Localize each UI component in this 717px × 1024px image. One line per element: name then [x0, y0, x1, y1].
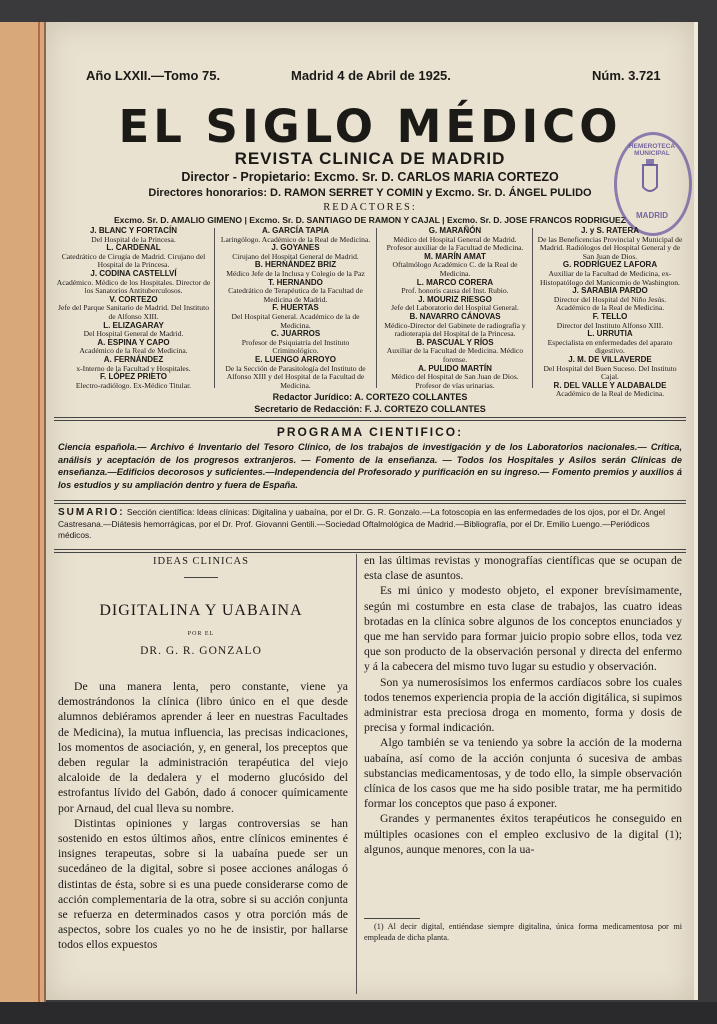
editor-description: Prof. honoris causa del Inst. Rubio.	[401, 286, 509, 296]
sumario-label: SUMARIO:	[58, 507, 125, 518]
masthead-subtitle: REVISTA CLINICA DE MADRID	[234, 149, 506, 168]
editor-description: Académico de la Real de Medicina.	[555, 389, 665, 399]
section-heading: IDEAS CLINICAS	[153, 556, 249, 567]
issue-number: Núm. 3.721	[592, 68, 661, 83]
editor-description: Médico-Director del Gabinete de radiografía y radioterapia del Hospital de la Princesa.	[384, 320, 526, 339]
article-title: DIGITALINA Y UABAINA	[99, 602, 303, 619]
editor-name: A. FERNÁNDEZ	[103, 354, 164, 364]
library-stamp	[614, 132, 692, 236]
legal-editor: Redactor Jurídico: A. CORTEZO COLLANTES	[272, 392, 468, 402]
editor-name: T. HERNANDO	[268, 277, 323, 287]
editor-name: L. URRUTIA	[587, 329, 633, 339]
editor-name: J. GOYANES	[271, 243, 320, 253]
issue-date: Madrid 4 de Abril de 1925.	[291, 68, 451, 83]
scan-background	[0, 1002, 717, 1024]
programa-text: Ciencia española.— Archivo é Inventario del Tesoro Clínico, de los trabajos de investigación y de los Laboratorios nacionales.— Crítica, análisis y aceptación de los progresos extranjeros. — Fomento de la enseñanza. — Todos los Hospitales y Asilos serán Clínicas de enseñanza.—Edificios decorosos y suficientes.—Independencia del Profesorado y purificación en su ingreso.— Fomento premios y auxilios á los estudios y su ampliación dentro y fuera de España.	[58, 442, 682, 490]
issue-year: Año LXXII.—Tomo 75.	[86, 68, 221, 83]
editor-description: Especialista en enfermedades del aparato digestivo.	[547, 337, 673, 356]
editor-name: E. LUENGO ARROYO	[254, 354, 337, 364]
editor-name: L. MARCO CORERA	[416, 277, 494, 287]
redactores-main: Excmo. Sr. D. AMALIO GIMENO | Excmo. Sr. D. SANTIAGO DE RAMON Y CAJAL | Excmo. Sr. D. JOSE FRANCOS RODRIGUEZ	[113, 215, 627, 225]
column-divider	[356, 554, 357, 994]
article-by: POR EL	[187, 631, 215, 637]
editor-name: G. MARAÑÓN	[428, 226, 482, 235]
editor-name: B. HERNÁNDEZ BRIZ	[254, 260, 337, 270]
editor-name: C. JUARROS	[270, 329, 321, 339]
article-author: DR. G. R. GONZALO	[140, 645, 262, 657]
editor-name: M. MARÍN AMAT	[424, 251, 486, 261]
newspaper-page	[46, 22, 694, 1000]
programa-heading: PROGRAMA CIENTIFICO:	[276, 425, 464, 439]
article-paragraph: Grandes y permanentes éxitos terapéuticos he conseguido en múltiples ocasiones con el empleo exclusivo de la digital (1); algunos, aunque menores, con la ua-	[364, 812, 682, 856]
article-paragraph: Algo también se va teniendo ya sobre la acción de la moderna uabaína, así como de la acción conjunta ó sucesiva de ambas substancias medicamentosas, y de todo ello, la simple observación clínica de los casos que me ha sido posible tratar, me ha permitido formar los conceptos que paso á exponer.	[364, 736, 682, 811]
editor-description: Del Hospital General. Académico de la de Medicina.	[231, 311, 360, 330]
editor-description: Jefe del Parque Sanitario de Madrid. Del Instituto de Alfonso XIII.	[58, 303, 209, 321]
article-paragraph: De una manera lenta, pero constante, viene ya demostrándonos la clínica (libro único en el que desde alumnos debiéramos aprender á leer en nuestras Facultades de Medicina), la mutua influencia, las precisas indicaciones, los momentos de asociación, y, en general, los preceptos que deben regular la administración terapéutica del viejo alcaloide de la dedalera y el moderno glucósido del estrofantus lívido del Gabón, dado á conocer químicamente por Arnaud, del cual lleva su nombre.	[58, 680, 348, 815]
secretary: Secretario de Redacción: F. J. CORTEZO COLLANTES	[254, 404, 486, 414]
editor-name: R. DEL VALLE Y ALDABALDE	[553, 380, 667, 390]
editors-column-rule	[376, 228, 377, 388]
editor-description: Jefe del Laboratorio del Hospital General.	[391, 303, 519, 313]
editor-name: B. NAVARRO CÁNOVAS	[409, 311, 501, 321]
editor-description: Médico del Hospital de San Juan de Dios. Profesor de vías urinarias.	[391, 372, 519, 390]
editor-name: J. y S. RATERA	[580, 226, 640, 235]
editors-column	[536, 227, 684, 399]
editor-name: F. TELLO	[592, 311, 628, 321]
editor-description: Cirujano del Hospital General de Madrid.	[232, 251, 359, 261]
article-right-column	[364, 553, 682, 857]
rule-1	[54, 417, 686, 418]
footnote: (1) Al decir digital, entiéndase siempre digitalina, única forma medicamentosa por mi empleada de dicha planta.	[364, 922, 682, 942]
rule-5	[54, 549, 686, 550]
article-paragraph: Distintas opiniones y largas controversias se han sostenido en estos últimos años, entre clínicos eminentes é insignes terapeutas, sobre si la uabaína puede ser un sucedáneo de la digital, sobre si posee acciones análogas ó distintas de ésta, sobre si es una puede considerarse como de acción complementaria de la otra, sobre si su acción conjunta se refuerza en determinados casos y otra porción más de aspectos, sobre los cuales yo no he de insistir, por hallarse todos ellos expuestos	[58, 816, 348, 952]
editor-description: Auxiliar de la Facultad de Medicina, ex-Histopatólogo del Manicomio de Washington.	[540, 268, 680, 287]
facing-page-rule	[38, 22, 40, 1002]
article-paragraph: Es mi único y modesto objeto, el exponer brevísimamente, según mi costumbre en esta clase de trabajos, las cuatro ideas brotadas en la clínica sobre algunos de los conceptos enunciados y que me han servido para formar juicio propio sobre ellos, toda vez que son producto de la observación personal y directa del enfermo y á la cabecera del mismo tuvo lugar su estudio y observación.	[364, 584, 682, 674]
editors-column	[380, 227, 530, 390]
editors-column-rule	[532, 228, 533, 388]
editor-description: Profesor de Psiquiatría del Instituto Criminológico.	[241, 337, 350, 356]
editor-description: De la Sección de Parasitología del Instituto de Alfonso XIII y del Hospital de la Facultad de Medicina.	[225, 363, 366, 390]
honorary-directors: Directores honorarios: D. RAMON SERRET Y COMIN y Excmo. Sr. D. ÁNGEL PULIDO	[148, 187, 592, 199]
editor-name: L. ELIZAGARAY	[103, 320, 164, 330]
editor-name: J. MOURIZ RIESGO	[418, 294, 492, 304]
redactores-label: REDACTORES:	[323, 202, 417, 213]
editor-name: J. M. DE VILLAVERDE	[568, 354, 652, 364]
editor-name: L. CARDENAL	[106, 243, 161, 253]
page-edge	[694, 22, 698, 1000]
editor-description: De las Beneficencias Provincial y Municipal de Madrid. Radiólogos del Hospital General y de San Juan de Dios.	[537, 234, 683, 261]
editor-description: Electro-radiólogo. Ex-Médico Titular.	[75, 380, 192, 390]
editor-name: A. PULIDO MARTÍN	[418, 363, 492, 373]
editor-description: Director del Instituto Alfonso XIII.	[556, 320, 664, 330]
rule-2	[54, 420, 686, 421]
editor-name: A. GARCÍA TAPIA	[261, 226, 330, 235]
editor-description: Catedrático de Terapéutica de la Facultad de Medicina de Madrid.	[228, 286, 363, 304]
editor-description: x-Interno de la Facultad y Hospitales.	[76, 363, 191, 373]
sumario-text: Sección científica: Ideas clínicas: Digitalina y uabaína, por el Dr. G. R. Gonzalo.—La fotoscopia en las enfermedades de los ojos, por el Dr. Angel Castresana.—Diátesis hemorrágicas, por el Dr. Prof. Giovanni Gentili.—Sociedad Oftalmológica de Madrid.—Bibliografía, por el Dr. Emilio Luengo.—Periódicos médicos.	[58, 507, 666, 540]
editor-description: Del Hospital del Buen Suceso. Del Instituto Cajal.	[543, 363, 677, 382]
stamp-bottom-text: MADRID	[636, 211, 668, 220]
editors-column	[218, 227, 373, 390]
editor-name: J. CODINA CASTELLVÍ	[90, 268, 177, 278]
section-rule	[184, 577, 218, 578]
article-paragraph: Son ya numerosísimos los enfermos cardíacos sobre los cuales todos tenemos experiencia propia de la acción digitálica, si supimos administrar esta preciosa droga en momento, forma y dosis de precisa y formal indicación.	[364, 675, 682, 735]
director-line: Director - Propietario: Excmo. Sr. D. CARLOS MARIA CORTEZO	[181, 170, 559, 184]
editor-name: F. LÓPEZ PRIETO	[100, 372, 167, 382]
editor-name: F. HUERTAS	[272, 303, 319, 313]
editor-name: J. SARABIA PARDO	[572, 286, 648, 296]
editor-name: V. CORTEZO	[109, 294, 158, 304]
editor-description: Oftalmólogo Académico C. de la Real de Medicina.	[392, 260, 518, 278]
masthead-title: EL SIGLO MÉDICO	[118, 100, 622, 153]
editor-description: Laringólogo. Académico de la Real de Medicina.	[220, 234, 371, 244]
editor-description: Médico Jefe de la Inclusa y Colegio de la Paz	[226, 268, 365, 278]
article-paragraph: en las últimas revistas y monografías científicas que se ocupan de esta clase de asuntos.	[364, 554, 682, 583]
editors-column	[56, 227, 211, 390]
editor-description: Director del Hospital del Niño Jesús. Académico de la Real de Medicina.	[553, 294, 667, 313]
editor-description: Auxiliar de la Facultad de Medicina. Médico forense.	[386, 346, 524, 364]
rule-3	[54, 500, 686, 501]
editor-name: J. BLANC Y FORTACÍN	[89, 226, 178, 235]
editor-name: A. ESPINA Y CAPO	[97, 337, 170, 347]
article-left-column	[58, 679, 348, 953]
stamp-top-text: HEMEROTECA MUNICIPAL	[628, 143, 676, 157]
editor-description: Catedrático de Cirugía de Madrid. Cirujano del Hospital de la Princesa.	[61, 251, 206, 270]
editor-name: G. RODRÍGUEZ LAFORA	[562, 260, 658, 270]
editor-description: Médico del Hospital General de Madrid. Profesor auxiliar de la Facultad de Medicina.	[386, 234, 524, 253]
footnote-rule	[364, 918, 420, 919]
sumario	[58, 507, 678, 542]
editors-column-rule	[214, 228, 215, 388]
editor-description: Del Hospital de la Princesa.	[91, 234, 176, 244]
editor-description: Académico. Médico de los Hospitales. Director de los Sanatorios Antituberculosos.	[56, 277, 211, 296]
editor-name: B. PASCUAL Y RÍOS	[416, 337, 494, 347]
editor-description: Académico de la Real de Medicina.	[79, 346, 188, 356]
editor-description: Del Hospital General de Madrid.	[83, 329, 184, 339]
rule-4	[54, 503, 686, 504]
